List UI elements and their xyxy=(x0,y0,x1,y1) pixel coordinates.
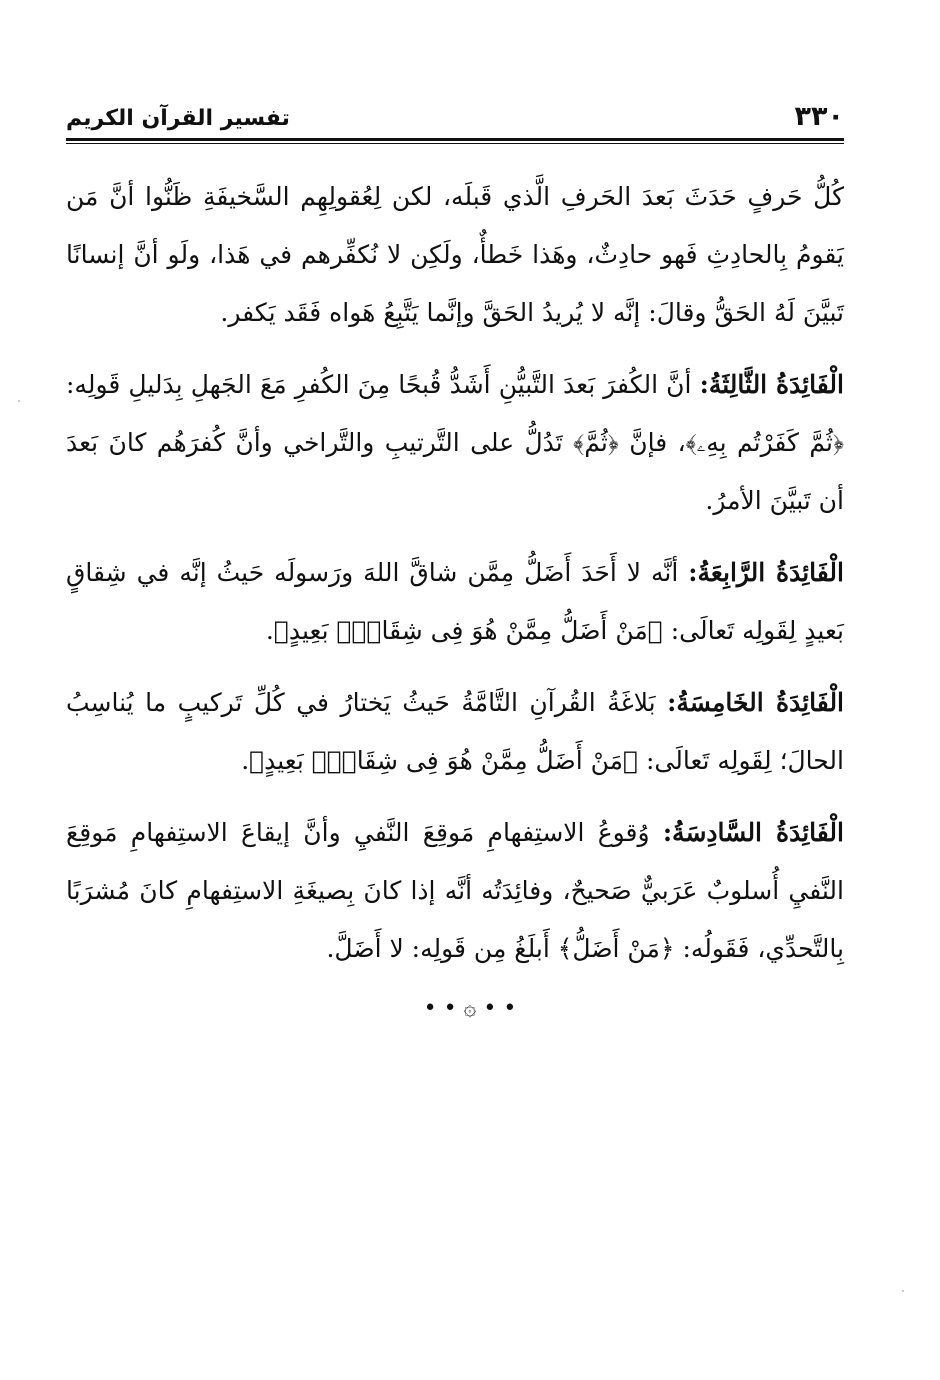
paragraph-benefit-3 xyxy=(66,356,844,530)
paragraph-term: الْفَائِدَةُ السَّادِسَةُ: xyxy=(662,818,844,847)
paragraph-term: الْفَائِدَةُ الخَامِسَةُ: xyxy=(667,688,845,717)
paragraph-benefit-4 xyxy=(66,544,844,660)
page-number: ٣٣٠ xyxy=(794,101,844,132)
book-title: تفسير القرآن الكريم xyxy=(66,106,290,131)
paragraph-text: بَلاغَةُ القُرآنِ التَّامَّةُ حَيثُ يَختارُ في كُلِّ تَركيبٍ ما يُناسِبُ الحالَ؛ لِقَولِه تَعالَى: ﴿مَنْ أَضَلُّ مِمَّنْ هُوَ فِى شِقَاقٍۭ بَعِيدٍ﴾. xyxy=(66,688,844,775)
paragraph-text: أنَّ الكُفرَ بَعدَ التَّبيُّنِ أَشَدُّ قُبحًا مِنَ الكُفرِ مَعَ الجَهلِ بِدَليلِ قَولِه: ﴿ثُمَّ كَفَرْتُم بِهِۦ﴾، فإنَّ ﴿ثُمَّ﴾ تَدُلُّ على التَّرتيبِ والتَّراخي وأنَّ كُفرَهُم كانَ بَعدَ أن تَبيَّنَ الأمرُ. xyxy=(66,370,844,515)
paragraph-continuation xyxy=(66,168,844,342)
paragraph-term: الْفَائِدَةُ الرَّابِعَةُ: xyxy=(688,558,844,587)
header-rule xyxy=(66,138,844,141)
paragraph-benefit-5 xyxy=(66,674,844,790)
paragraph-text: كُلُّ حَرفٍ حَدَثَ بَعدَ الحَرفِ الَّذي قَبلَه، لكن لِعُقولِهِم السَّخيفَةِ ظَنُّوا أنَّ مَن يَقومُ بِالحادِثِ فَهو حادِثٌ، وهَذا خَطأٌ، ولَكِن لا نُكفِّرهم في هَذا، ولَو أنَّ إنسانًا تَبيَّنَ لَهُ الحَقُّ وقالَ: إنَّه لا يُريدُ الحَقَّ وإنَّما يَتَّبِعُ هَواه فَقَد يَكفر. xyxy=(66,182,844,327)
section-end-ornament: • • ۞ • • xyxy=(423,996,517,1021)
paragraph-benefit-6 xyxy=(66,804,844,978)
paragraph-text: أنَّه لا أَحَدَ أَضَلُّ مِمَّن شاقَّ اللهَ ورَسولَه حَيثُ إنَّه في شِقاقٍ بَعيدٍ لِقَولِه تَعالَى: ﴿مَنْ أَضَلُّ مِمَّنْ هُوَ فِى شِقَاقٍۭ بَعِيدٍ﴾. xyxy=(66,558,844,645)
page-header xyxy=(66,92,844,136)
scan-speck xyxy=(18,400,20,402)
scan-speck xyxy=(902,1290,904,1292)
body-text xyxy=(66,168,844,992)
header-rule-thin xyxy=(66,143,844,144)
paragraph-text: وُقوعُ الاستِفهامِ مَوقِعَ النَّفيِ وأنَّ إيقاعَ الاستِفهامِ مَوقِعَ النَّفيِ أُسلوبٌ عَرَبيٌّ صَحيحٌ، وفائِدَتُه أنَّه إذا كانَ بِصيغَةِ الاستِفهامِ كانَ مُشرَبًا بِالتَّحدِّي، فَقَولُه: ﴿مَنْ أَضَلُّ﴾ أَبلَغُ مِن قَولِه: لا أَضَلَّ. xyxy=(66,818,844,963)
paragraph-term: الْفَائِدَةُ الثَّالِثَةُ: xyxy=(699,370,844,399)
